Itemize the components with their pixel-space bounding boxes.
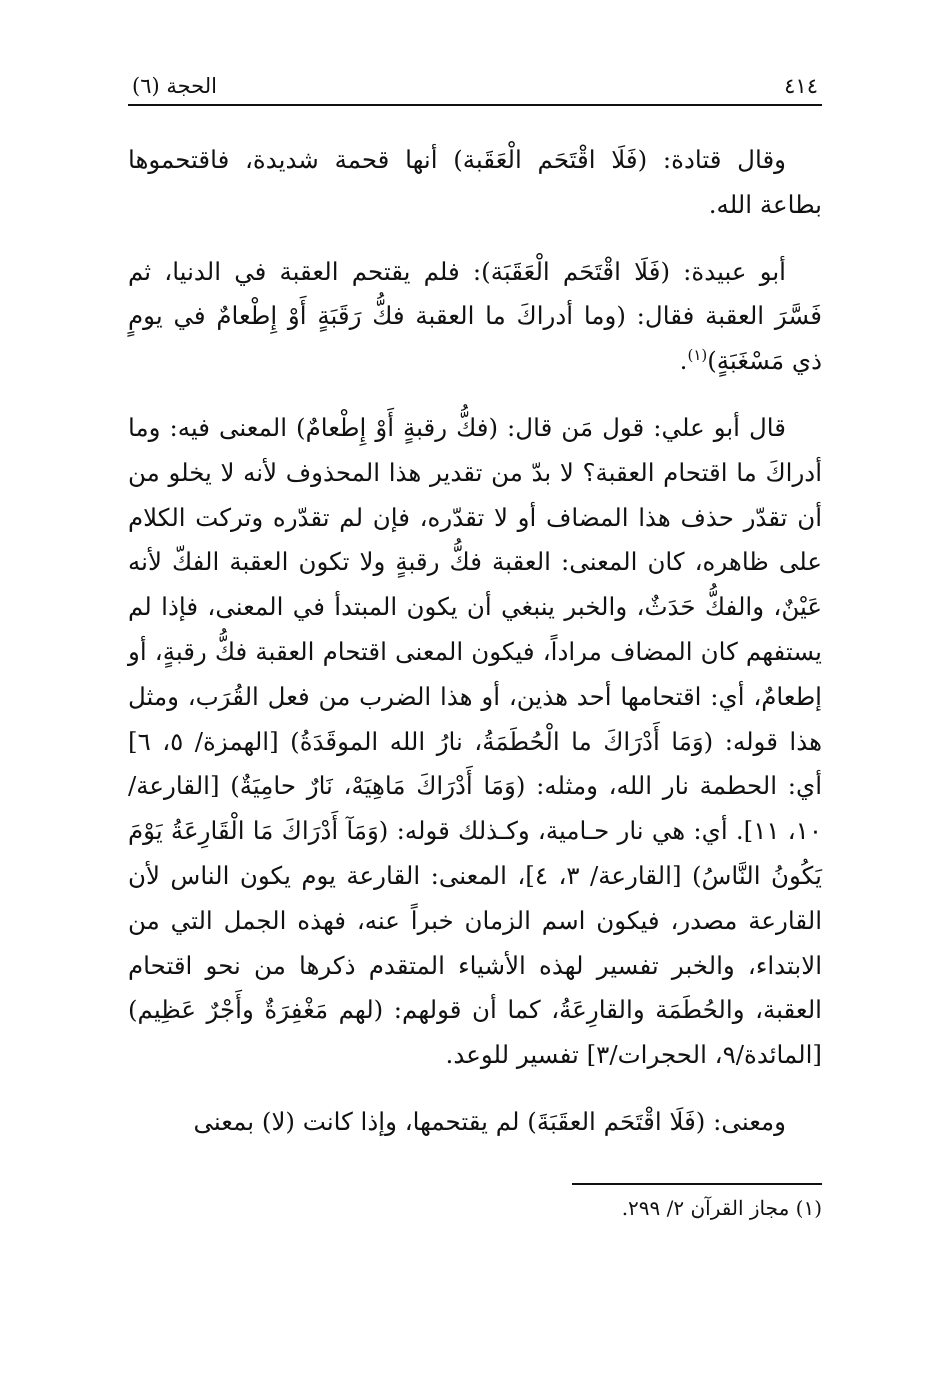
- running-title: الحجة (٦): [132, 74, 217, 98]
- paragraph-meaning: ومعنى: (فَلَا اقْتَحَم العقَبَةَ) لم يقتحمها، وإذا كانت (لا) بمعنى: [193, 1106, 786, 1136]
- paragraph-qatada: وقال قتادة: (فَلَا اقْتَحَم الْعَقَبة) أنها قحمة شديدة، فاقتحموها بطاعة الله.: [128, 145, 822, 219]
- page-number: ٤١٤: [784, 74, 818, 98]
- footnote-rule: [572, 1183, 822, 1185]
- page-header: [132, 58, 818, 98]
- paragraph-abu-ali: قال أبو علي: قول مَن قال: (فكُّ رقبةٍ أَوْ إِطْعامٌ) المعنى فيه: وما أدراكَ ما اقتحام العقبة؟ لا بدّ من تقدير هذا المحذوف لأنه لا يخلو من أن تقدّر حذف هذا المضاف أو لا تقدّره، فإن لم تقدّره وتركت الكلام على ظاهره، كان المعنى: العقبة فكُّ رقبةٍ ولا تكون العقبة الفكّ لأنه عَيْنٌ، والفكُّ حَدَثٌ، والخبر ينبغي أن يكون المبتدأ في المعنى، فإذا لم يستفهم كان المضاف مراداً، فيكون المعنى اقتحام العقبة فكُّ رقبةٍ، أو إطعامٌ، أي: اقتحامها أحد هذين، أو هذا الضرب من فعل القُرَب، ومثل هذا قوله: (وَمَا أَدْرَاكَ ما الْحُطَمَةُ، نارُ الله الموقَدَةُ) [الهمزة/ ٥، ٦] أي: الحطمة نار الله، ومثله: (وَمَا أَدْرَاكَ مَاهِيَهْ، نَارٌ حامِيَةٌ) [القارعة/١٠، ١١]. أي: هي نار حـامية، وكـذلك قوله: (وَمَآ أَدْرَاكَ مَا الْقَارِعَةُ يَوْمَ يَكُونُ النَّاسُ) [القارعة/ ٣، ٤]، المعنى: القارعة يوم يكون الناس لأن القارعة مصدر، فيكون اسم الزمان خبراً عنه، فهذه الجمل التي من الابتداء، والخبر تفسير لهذه الأشياء المتقدم ذكرها من نحو اقتحام العقبة، والحُطَمَة والقارِعَةُ، كما أن قولهم: (لهم مَغْفِرَةٌ وأَجْرٌ عَظِيم) [المائدة/٩، الحجرات/٣] تفسير للوعد.: [128, 412, 822, 1070]
- main-text: [128, 138, 822, 1145]
- paragraph-abu-ubayda: أبو عبيدة: (فَلَا اقْتَحَم الْعَقَبَة): فلم يقتحم العقبة في الدنيا، ثم فَسَّرَ العقبة فقال: (وما أدراكَ ما العقبة فكُّ رَقَبَةٍ أَوْ إِطْعامٌ في يومٍ ذي مَسْغَبَةٍ)$^{(١)}$.: [128, 256, 822, 376]
- header-rule: [128, 104, 822, 106]
- footnote: (١) مجاز القرآن ٢/ ٢٩٩.: [621, 1196, 822, 1220]
- footnote-marker: (١): [687, 346, 708, 365]
